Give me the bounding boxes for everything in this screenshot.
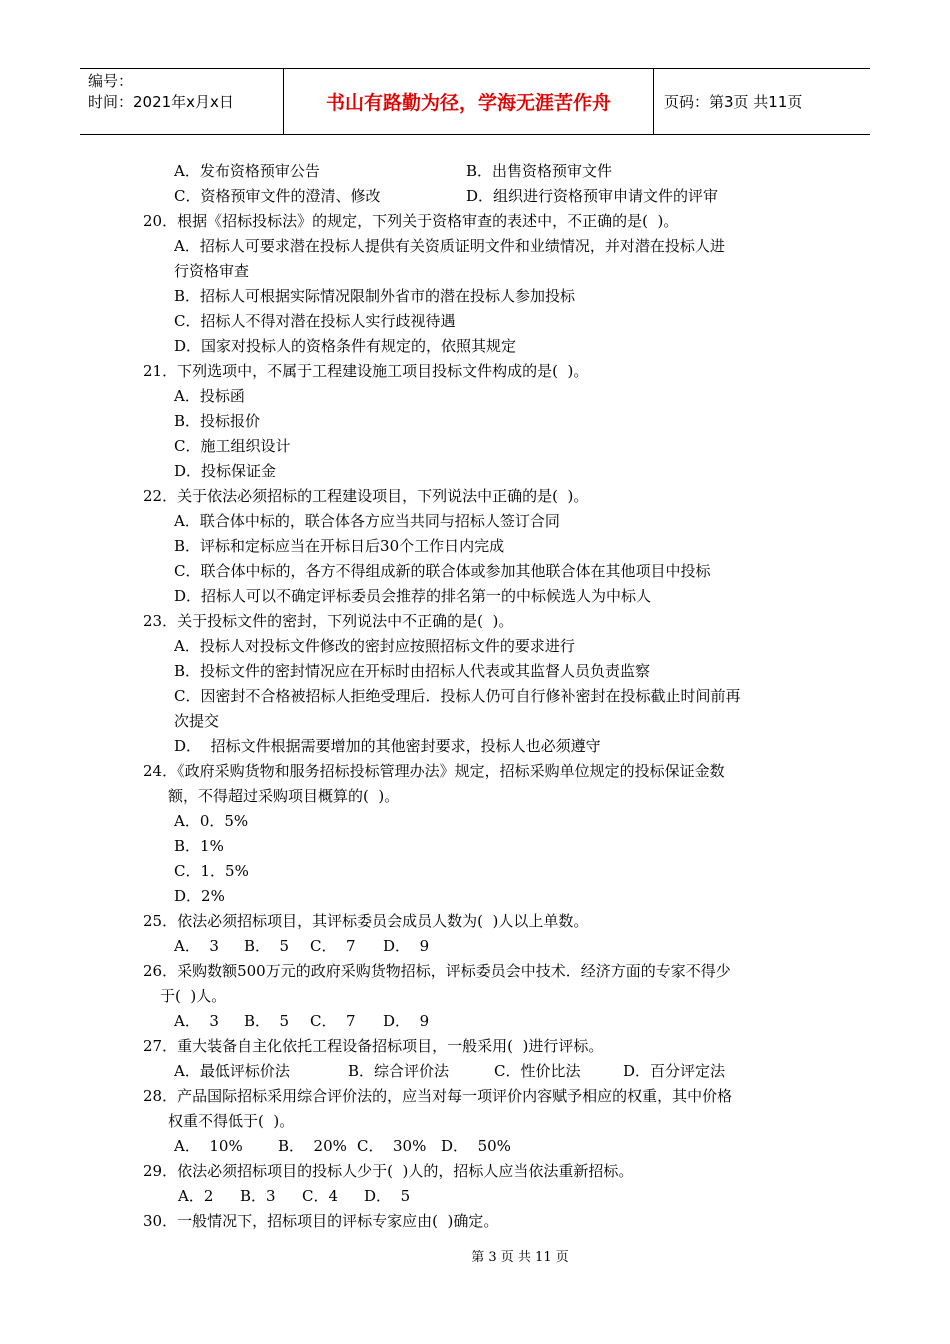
option-text: C．性价比法 — [494, 1062, 581, 1080]
option-text: B． 5 — [244, 1012, 290, 1030]
id-label: 编号： — [88, 72, 134, 90]
text-line: 额，不得超过采购项目概算的( )。 — [168, 787, 400, 805]
text-line: 行资格审查 — [174, 262, 250, 280]
option-text: B．综合评价法 — [348, 1062, 450, 1080]
option-text: D． 9 — [383, 1012, 430, 1030]
option-text: D．组织进行资格预审申请文件的评审 — [466, 187, 719, 205]
option-text: A． 3 — [174, 937, 219, 955]
text-line: D． 招标文件根据需要增加的其他密封要求，投标人也必须遵守 — [174, 737, 601, 755]
text-line: A．0．5% — [174, 812, 249, 830]
option-text: D． 50% — [441, 1137, 511, 1155]
motto: 书山有路勤为径，学海无涯苦作舟 — [283, 69, 654, 134]
option-text: C． 7 — [310, 937, 356, 955]
text-line: 24．《政府采购货物和服务招标投标管理办法》规定，招标采购单位规定的投标保证金数 — [143, 762, 725, 780]
text-line: C．因密封不合格被招标人拒绝受理后．投标人仍可自行修补密封在投标截止时间前再 — [174, 687, 741, 705]
option-text: A．2 — [178, 1187, 214, 1205]
text-line: C．招标人不得对潜在投标人实行歧视待遇 — [174, 312, 456, 330]
text-line: A．投标人对投标文件修改的密封应按照招标文件的要求进行 — [174, 637, 575, 655]
text-line: B．招标人可根据实际情况限制外省市的潜在投标人参加投标 — [174, 287, 576, 305]
text-line: A．投标函 — [174, 387, 245, 405]
text-line: D．2% — [174, 887, 225, 905]
text-line: 权重不得低于( )。 — [168, 1112, 295, 1130]
text-line: B．投标报价 — [174, 412, 261, 430]
option-text: A．发布资格预审公告 — [174, 162, 320, 180]
option-text: D． 5 — [364, 1187, 411, 1205]
text-line: C．施工组织设计 — [174, 437, 291, 455]
text-line: 于( )人。 — [160, 987, 227, 1005]
text-line: 21．下列选项中，不属于工程建设施工项目投标文件构成的是( )。 — [143, 362, 589, 380]
option-text: B．3 — [240, 1187, 276, 1205]
option-text: B． 5 — [244, 937, 290, 955]
page-footer: 第 3 页 共 11 页 — [471, 1250, 569, 1265]
text-line: 30．一般情况下，招标项目的评标专家应由( )确定。 — [143, 1212, 499, 1230]
text-line: 29．依法必须招标项目的投标人少于( )人的，招标人应当依法重新招标。 — [143, 1162, 634, 1180]
text-line: D．投标保证金 — [174, 462, 277, 480]
time-label: 时间：2021年x月x日 — [88, 93, 234, 111]
option-text: B． 20% — [278, 1137, 347, 1155]
text-line: C．1．5% — [174, 862, 249, 880]
text-line: 20．根据《招标投标法》的规定，下列关于资格审查的表述中，不正确的是( )。 — [143, 212, 679, 230]
text-line: 次提交 — [174, 712, 220, 730]
option-text: D．百分评定法 — [623, 1062, 726, 1080]
option-text: B．出售资格预审文件 — [466, 162, 613, 180]
option-text: C．资格预审文件的澄清、修改 — [174, 187, 381, 205]
text-line: 25．依法必须招标项目，其评标委员会成员人数为( )人以上单数。 — [143, 912, 589, 930]
option-text: A．最低评标价法 — [174, 1062, 290, 1080]
text-line: B．投标文件的密封情况应在开标时由招标人代表或其监督人员负责监察 — [174, 662, 651, 680]
text-line: 23．关于投标文件的密封，下列说法中不正确的是( )。 — [143, 612, 514, 630]
option-text: C．4 — [302, 1187, 339, 1205]
page-code: 页码：第3页 共11页 — [664, 93, 803, 111]
option-text: C． 7 — [310, 1012, 356, 1030]
text-line: B．1% — [174, 837, 224, 855]
text-line: A．联合体中标的，联合体各方应当共同与招标人签订合同 — [174, 512, 560, 530]
text-line: 26．采购数额500万元的政府采购货物招标，评标委员会中技术．经济方面的专家不得少 — [143, 962, 731, 980]
text-line: D．招标人可以不确定评标委员会推荐的排名第一的中标候选人为中标人 — [174, 587, 652, 605]
text-line: 28．产品国际招标采用综合评价法的，应当对每一项评价内容赋予相应的权重，其中价格 — [143, 1087, 733, 1105]
option-text: A． 10% — [174, 1137, 243, 1155]
text-line: C．联合体中标的，各方不得组成新的联合体或参加其他联合体在其他项目中投标 — [174, 562, 711, 580]
text-line: D．国家对投标人的资格条件有规定的，依照其规定 — [174, 337, 517, 355]
option-text: A． 3 — [174, 1012, 219, 1030]
option-text: D． 9 — [383, 937, 430, 955]
option-text: C． 30% — [357, 1137, 427, 1155]
text-line: B．评标和定标应当在开标日后30个工作日内完成 — [174, 537, 505, 555]
text-line: A．招标人可要求潜在投标人提供有关资质证明文件和业绩情况，并对潜在投标人进 — [174, 237, 725, 255]
text-line: 27．重大装备自主化依托工程设备招标项目，一般采用( )进行评标。 — [143, 1037, 604, 1055]
text-line: 22．关于依法必须招标的工程建设项目，下列说法中正确的是( )。 — [143, 487, 589, 505]
